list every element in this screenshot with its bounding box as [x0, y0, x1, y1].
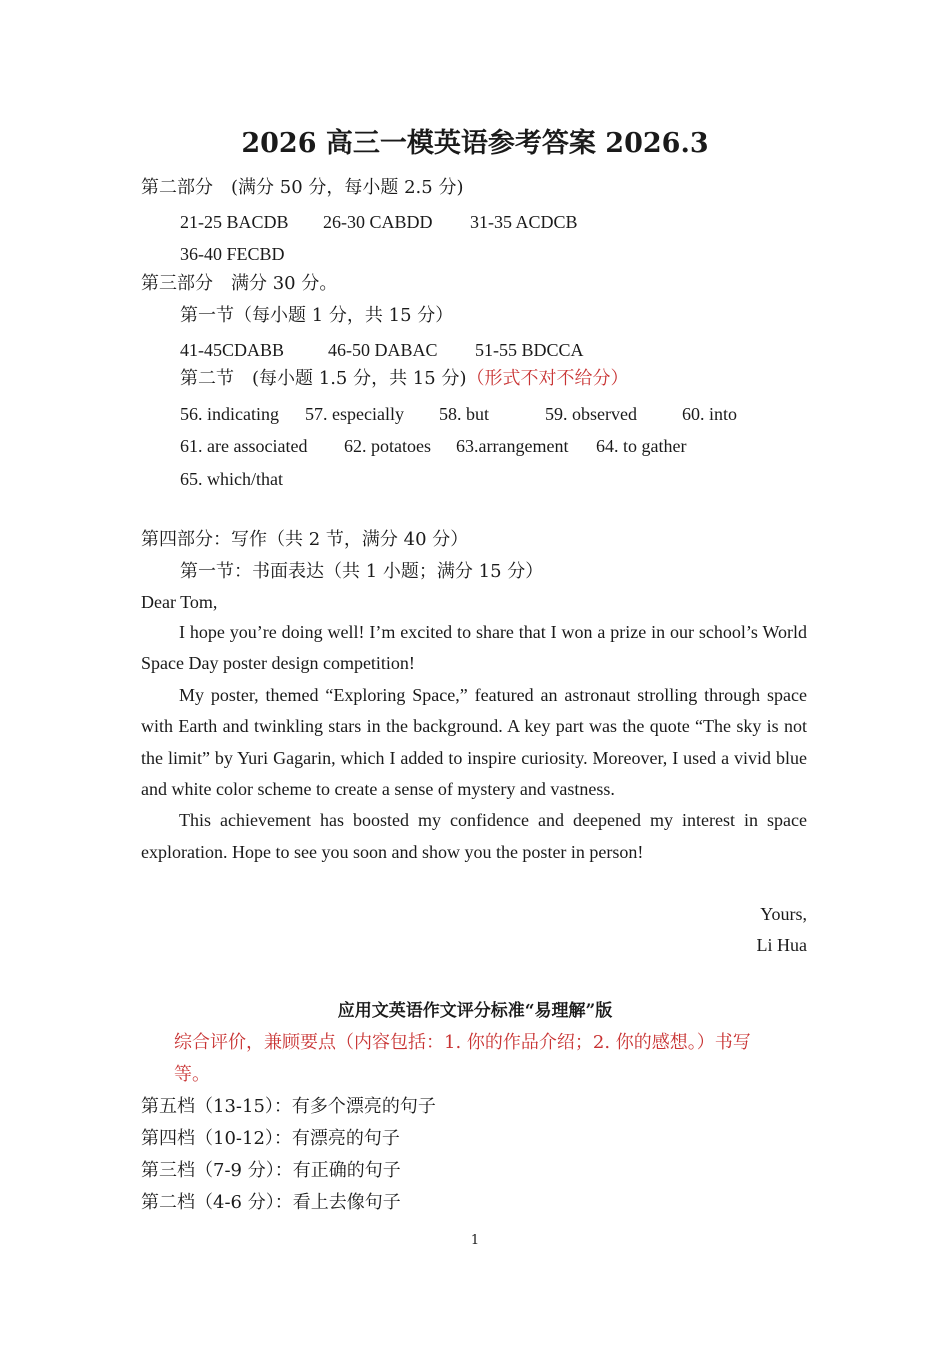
answer-group: 46-50 DABAC — [328, 340, 438, 360]
letter-paragraph: This achievement has boosted my confidence and deepened my interest in space exploration. Hope to see you soon and show you the poster in person! — [141, 810, 807, 862]
blank-answer: 57. especially — [305, 404, 404, 424]
section2-heading-text: 第二节 (每小题 1.5 分，共 15 分) — [180, 368, 467, 389]
rubric-level: 第四档（10-12）：有漂亮的句子 — [141, 1128, 400, 1149]
blank-answer: 56. indicating — [180, 404, 279, 424]
part3-heading: 第三部分 满分 30 分。 — [141, 273, 338, 294]
blank-answer: 61. are associated — [180, 436, 308, 456]
letter-paragraph: My poster, themed “Exploring Space,” featured an astronaut strolling through space with Earth and twinkling stars in the background. A key part was the quote “The sky is not the limit” by Yuri Gagarin, which I added to inspire curiosity. Moreover, I used a vivid blue and white color scheme to create a sense of mystery and vastness. — [141, 684, 807, 800]
blank-answer: 65. which/that — [180, 469, 283, 489]
answer-group: 36-40 FECBD — [180, 244, 285, 264]
blank-answer: 58. but — [439, 404, 490, 424]
rubric-heading: 应用文英语作文评分标准“易理解”版 — [337, 1001, 613, 1021]
letter-closing: Yours, — [760, 904, 807, 924]
part4-heading: 第四部分：写作（共 2 节，满分 40 分） — [141, 529, 469, 550]
rubric-note: 综合评价，兼顾要点（内容包括：1. 你的作品介绍；2. 你的感想。）书写 — [174, 1032, 751, 1053]
rubric-level: 第五档（13-15）：有多个漂亮的句子 — [141, 1096, 436, 1117]
rubric-note-cont: 等。 — [174, 1064, 210, 1085]
part2-heading: 第二部分 (满分 50 分，每小题 2.5 分) — [141, 177, 464, 198]
blank-answer: 60. into — [682, 404, 738, 424]
blank-answer: 59. observed — [545, 404, 637, 424]
letter-paragraph: I hope you’re doing well! I’m excited to share that I won a prize in our school’s World Space Day poster design competition! — [141, 622, 807, 674]
page-title: 2026 高三一模英语参考答案 2026.3 — [241, 128, 709, 159]
letter-signature: Li Hua — [756, 935, 807, 955]
blank-answer: 63.arrangement — [456, 436, 569, 456]
part3-section2-heading — [180, 367, 628, 391]
answer-group: 21-25 BACDB — [180, 212, 289, 232]
letter-body — [141, 617, 807, 868]
letter-greeting: Dear Tom, — [141, 592, 218, 612]
rubric-level: 第三档（7-9 分）：有正确的句子 — [141, 1160, 401, 1181]
blank-answer: 62. potatoes — [344, 436, 431, 456]
format-note: （形式不对不给分） — [466, 368, 629, 389]
answer-group: 51-55 BDCCA — [475, 340, 584, 360]
rubric-level: 第二档（4-6 分）：看上去像句子 — [141, 1192, 401, 1213]
blank-answer: 64. to gather — [596, 436, 687, 456]
part3-section1-heading: 第一节（每小题 1 分，共 15 分） — [180, 305, 454, 326]
answer-group: 26-30 CABDD — [323, 212, 433, 232]
part4-section1-heading: 第一节：书面表达（共 1 小题；满分 15 分） — [180, 561, 544, 582]
page-number: 1 — [470, 1233, 480, 1248]
answer-group: 31-35 ACDCB — [470, 212, 578, 232]
answer-group: 41-45CDABB — [180, 340, 285, 360]
